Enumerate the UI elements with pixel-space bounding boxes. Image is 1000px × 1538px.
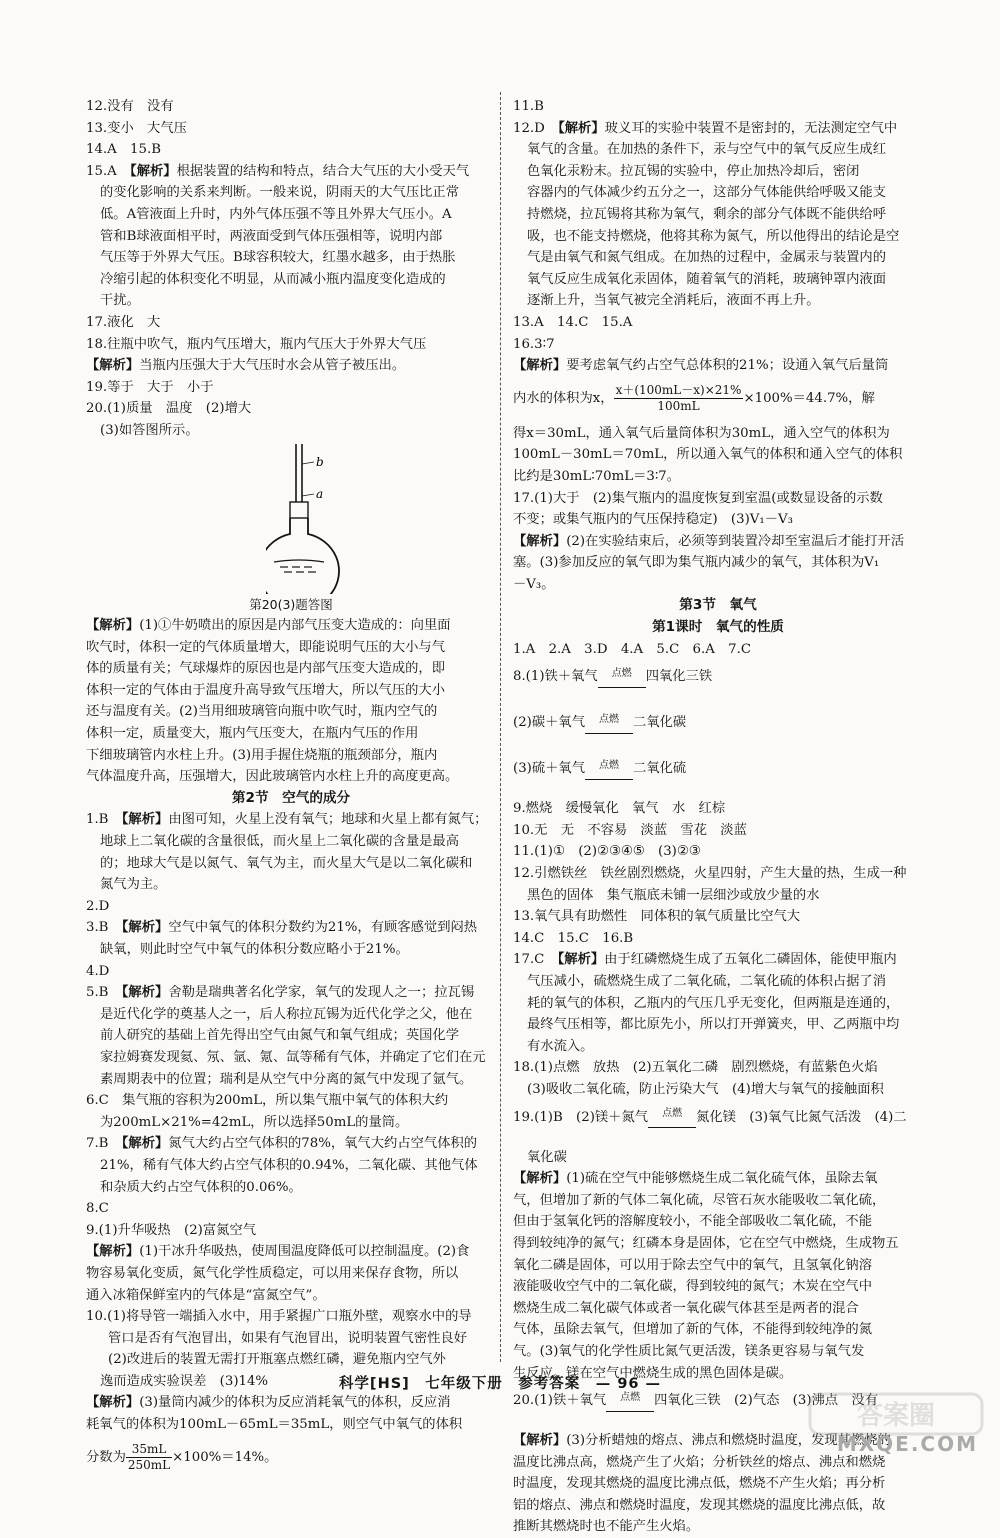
answer-line: 8.C [86, 1201, 109, 1217]
answer-line: 不变；或集气瓶内的气压保持稳定) (3)V₁－V₃ [513, 512, 793, 528]
analysis-line: 得到较纯净的氮气；红磷本身是固体，它在空气中燃烧，生成物五 [513, 1235, 899, 1251]
analysis-tag: 【解析】 [86, 1395, 140, 1411]
answer-line: 9.(1)升华吸热 (2)富氮空气 [86, 1222, 257, 1238]
flask-diagram [266, 444, 356, 594]
analysis-line: 有水流入。 [527, 1038, 594, 1054]
column-divider [500, 92, 501, 1362]
analysis-line: 下细玻璃管内水柱上升。(3)用手握住烧瓶的瓶颈部分，瓶内 [86, 747, 438, 763]
answer-line: 管口是否有气泡冒出，如果有气泡冒出，说明装置气密性良好 [108, 1330, 468, 1346]
answer-line: 15.A 【解析】根据装置的结构和特点，结合大气压的大小受天气 [86, 163, 470, 179]
answer-line: 16.3∶7 [513, 336, 555, 352]
answer-line: 氧化碳 [527, 1149, 567, 1165]
analysis-line: 物容易氧化变质，氮气化学性质稳定，可以用来保存食物，所以 [86, 1265, 459, 1281]
analysis-line: 体的质量有关；气球爆炸的原因也是内部气压变大造成的，即 [86, 661, 446, 677]
reaction-line: 8.(1)铁＋氧气 点燃 四氧化三铁 [513, 660, 923, 706]
analysis-line: 【解析】(3)量筒内减少的体积为反应消耗氧气的体积，反应消 [86, 1395, 451, 1411]
answer-line: 2.D [86, 898, 110, 914]
analysis-line: 但由于氢氧化钙的溶解度较小，不能全部吸收二氧化硫，不能 [513, 1214, 873, 1230]
reaction-arrow: 点燃 [585, 724, 633, 734]
analysis-line: 气体温度升高，压强增大，因此玻璃管内水柱上升的高度更高。 [86, 769, 459, 785]
analysis-line: 和杂质大约占空气体积的0.06%。 [100, 1179, 302, 1195]
answer-line: 3.B 【解析】空气中氧气的体积分数约为21%，有顾客感觉到闷热 [86, 920, 478, 936]
answer-line: 20.(1)质量 温度 (2)增大 [86, 401, 252, 417]
analysis-line: 素周期表中的位置；瑞利是从空气中分离的氮气中发现了氩气。 [100, 1071, 473, 1087]
answer-line: 11.B [513, 99, 544, 114]
left-column [86, 96, 496, 1482]
analysis-line: 【解析】(2)在实验结束后，必须等到装置冷却至室温后才能打开活 [513, 533, 905, 549]
analysis-line: 燃烧生成二氧化碳气体或者一氧化碳气体甚至是两者的混合 [513, 1300, 859, 1316]
analysis-line: 生反应。镁在空气中燃烧生成的黑色固体是碳。 [513, 1365, 793, 1381]
answer-line: 13.变小 大气压 [86, 120, 187, 136]
analysis-line: 氧气的含量。在加热的条件下，汞与空气中的氧气反应生成红 [527, 142, 887, 158]
analysis-line: 冷缩引起的体积变化不明显，从而减小瓶内温度变化造成的 [100, 271, 446, 287]
analysis-line: 体积一定的气体由于温度升高导致气压增大，所以气压的大小 [86, 682, 446, 698]
analysis-line: 【解析】当瓶内压强大于大气压时水会从管子被压出。 [86, 358, 406, 374]
answer-line: 13.A 14.C 15.A [513, 314, 633, 330]
answer-line: 10.(1)将导管一端插入水中，用手紧握广口瓶外壁，观察水中的导 [86, 1309, 472, 1325]
analysis-line: 最终气压相等，都比原先小，所以打开弹簧夹，甲、乙两瓶中均 [527, 1017, 900, 1033]
analysis-line: 体积一定，质量变大，瓶内气压变大，在瓶内气压的作用 [86, 726, 419, 742]
label-b: b [316, 454, 324, 469]
formula-line: 分数为 $\frac{35mL}{250mL}$ ×100%＝14%。 [86, 1441, 278, 1472]
lesson-title: 第1课时 氧气的性质 [652, 619, 784, 636]
answer-line: 17.C 【解析】由于红磷燃烧生成了五氧化二磷固体，能使甲瓶内 [513, 952, 897, 968]
analysis-line: 塞。(3)参加反应的氧气即为集气瓶内减少的氧气，其体积为V₁ [513, 555, 880, 571]
answer-line: 18.往瓶中吹气，瓶内气压增大，瓶内气压大于外界大气压 [86, 336, 427, 352]
analysis-line: 铝的熔点、沸点和燃烧时温度，发现其燃烧的温度比沸点低，故 [513, 1497, 886, 1513]
analysis-line: 气体，虽除去氧气，但增加了新的气体，不能得到较纯净的氮 [513, 1322, 873, 1338]
answer-line: 14.A 15.B [86, 142, 161, 158]
analysis-tag: 【解析】 [121, 985, 169, 1001]
analysis-tag: 【解析】 [121, 920, 169, 936]
answer-line: 12.没有 没有 [86, 99, 174, 114]
analysis-line: 是近代化学的奠基人之一，后人称拉瓦锡为近代化学之父，他在 [100, 1006, 473, 1022]
analysis-line: 【解析】要考虑氧气约占空气总体积的21%；设通入氧气后量筒 [513, 358, 889, 374]
reaction-arrow: 点燃 [598, 678, 646, 688]
analysis-tag: 【解析】 [121, 1136, 169, 1152]
answer-line: 5.B 【解析】舍勒是瑞典著名化学家，氧气的发现人之一；拉瓦锡 [86, 985, 475, 1001]
reaction-line: 20.(1)铁＋氧气 点燃 四氧化三铁 (2)气态 (3)沸点 没有 [513, 1384, 923, 1430]
answer-line: 逸而造成实验误差 (3)14% [100, 1373, 269, 1389]
analysis-line: 100mL－30mL＝70mL，所以通入氧气的体积和通入空气的体积 [513, 447, 903, 463]
analysis-line: 吸，也不能支持燃烧，他将其称为氮气，所以他得出的结论是空 [527, 228, 900, 244]
answer-line: 13.氧气具有助燃性 同体积的氧气质量比空气大 [513, 909, 801, 925]
analysis-line: －V₃。 [513, 576, 555, 592]
analysis-line: 氧气反应生成氧化汞固体，随着氧气的消耗，玻璃钟罩内液面 [527, 271, 887, 287]
analysis-line: 地球上二氧化碳的含量很低，而火星上二氧化碳的含量是最高 [100, 834, 460, 850]
reaction-arrow: 点燃 [648, 1118, 696, 1128]
analysis-line: 耗的氧气的体积，乙瓶内的气压几乎无变化，但两瓶是连通的， [527, 995, 900, 1011]
page-footer: 科学[HS] 七年级下册 参考答案 — 96 — [338, 1376, 662, 1392]
analysis-tag: 【解析】 [558, 120, 605, 136]
analysis-line: 氮气为主。 [100, 877, 167, 893]
analysis-line: 色氧化汞粉末。拉瓦锡的实验中，停止加热冷却后，密闭 [527, 163, 860, 179]
analysis-tag: 【解析】 [121, 812, 169, 828]
analysis-line: 吹气时，体积一定的气体质量增大，即能说明气压的大小与气 [86, 639, 446, 655]
reaction-line: (2)碳＋氧气 点燃 二氧化碳 [513, 706, 923, 752]
analysis-tag: 【解析】 [86, 618, 140, 634]
analysis-tag: 【解析】 [86, 358, 140, 374]
reaction-arrow: 点燃 [585, 770, 633, 780]
answer-line: 1.B 【解析】由图可知，火星上没有氧气；地球和火星上都有氮气； [86, 812, 488, 828]
analysis-line: 缺氧，则此时空气中氧气的体积分数应略小于21%。 [100, 942, 409, 957]
analysis-line: 气。(3)氧气的化学性质比氮气更活泼，镁条更容易与氧气发 [513, 1343, 865, 1359]
answer-line: 14.C 15.C 16.B [513, 930, 634, 946]
watermark-logo-text: 答案圈 [856, 1401, 936, 1431]
analysis-line: 时温度，发现其燃烧的温度比沸点低，燃烧不产生火焰；再分析 [513, 1476, 886, 1492]
answer-line: (3)吸收二氧化硫，防止污染大气 (4)增大与氧气的接触面积 [527, 1081, 884, 1097]
analysis-line: 低。A管液面上升时，内外气体压强不等且外界大气压小。A [100, 206, 452, 222]
answer-line: 1.A 2.A 3.D 4.A 5.C 6.A 7.C [513, 641, 752, 657]
analysis-tag: 【解析】 [513, 1171, 567, 1187]
answer-line: 18.(1)点燃 放热 (2)五氧化二磷 剧烈燃烧，有蓝紫色火焰 [513, 1060, 878, 1076]
analysis-tag: 【解析】 [513, 1433, 567, 1449]
analysis-line: 【解析】(3)分析蜡烛的熔点、沸点和燃烧时温度，发现其燃烧的 [513, 1433, 891, 1449]
analysis-line: 的；地球大气是以氮气、氧气为主，而火星大气是以二氧化碳和 [100, 855, 473, 871]
analysis-line: 家拉姆赛发现氦、氖、氩、氪、氙等稀有气体，并确定了它们在元 [100, 1049, 486, 1065]
analysis-line: 氧化二磷是固体，可以用于除去空气中的氧气，且氢氧化钠溶 [513, 1257, 873, 1273]
right-column [513, 96, 923, 1538]
answer-line: 7.B 【解析】氮气大约占空气体积的78%，氧气大约占空气体积的 [86, 1136, 478, 1152]
figure-caption: 第20(3)题答图 [249, 596, 333, 612]
analysis-tag: 【解析】 [86, 1244, 140, 1260]
analysis-line: 【解析】(1)干冰升华吸热，使周围温度降低可以控制温度。(2)食 [86, 1244, 470, 1260]
section-title: 第3节 氧气 [679, 597, 757, 614]
analysis-line: 前人研究的基础上首先得出空气由氮气和氧气组成；英国化学 [100, 1028, 460, 1044]
analysis-line: 气是由氧气和氮气组成。在加热的过程中，金属汞与装置内的 [527, 250, 887, 266]
analysis-line: 干扰。 [100, 293, 140, 309]
analysis-line: 通入冰箱保鲜室内的气体是“富氮空气”。 [86, 1287, 326, 1303]
analysis-line: 比约是30mL∶70mL＝3∶7。 [513, 468, 681, 484]
analysis-line: 21%，稀有气体大约占空气体积的0.94%，二氧化碳、其他气体 [100, 1157, 478, 1173]
analysis-line: 推断其燃烧时也不能产生火焰。 [513, 1519, 700, 1535]
analysis-tag: 【解析】 [513, 533, 567, 549]
analysis-line: 液能吸收空气中的二氧化碳，得到较纯的氮气；木炭在空气中 [513, 1279, 873, 1295]
analysis-line: 气压减小，硫燃烧生成了二氧化硫，二氧化硫的体积占据了消 [527, 974, 887, 989]
analysis-tag: 【解析】 [557, 952, 605, 968]
analysis-line: 容器内的气体减少约五分之一，这部分气体能供给呼吸又能支 [527, 185, 887, 201]
analysis-line: 【解析】(1)硫在空气中能够燃烧生成二氧化硫气体，虽除去氧 [513, 1171, 878, 1187]
analysis-line: 气，但增加了新的气体二氧化硫，尽管石灰水能吸收二氧化硫， [513, 1192, 886, 1208]
analysis-tag: 【解析】 [130, 163, 177, 179]
answer-line: (2)改进后的装置无需打开瓶塞点燃红磷，避免瓶内空气外 [108, 1352, 446, 1368]
section-title: 第2节 空气的成分 [231, 789, 351, 806]
analysis-line: 耗氧气的体积为100mL－65mL＝35mL，则空气中氧气的体积 [86, 1417, 463, 1433]
answer-line: 19.等于 大于 小于 [86, 379, 214, 395]
fraction: $\frac{x+(100mL-x)\times 21\%}{100mL}$ [615, 382, 742, 413]
answer-line: 黑色的固体 集气瓶底未铺一层细沙或放少量的水 [527, 887, 820, 903]
reaction-line: (3)硫＋氧气 点燃 二氧化硫 [513, 752, 923, 798]
answer-line: 12.D 【解析】玻义耳的实验中装置不是密封的，无法测定空气中 [513, 120, 898, 136]
fraction: $\frac{35mL}{250mL}$ [127, 1441, 171, 1472]
analysis-line: 管和B球液面相平时，两液面受到气体压强相等，说明内部 [100, 228, 443, 244]
answer-line: 11.(1)① (2)②③④⑤ (3)②③ [513, 844, 701, 860]
analysis-line: 的变化影响的关系来判断。一般来说，阴雨天的大气压比正常 [100, 185, 460, 201]
answer-line: 9.燃烧 缓慢氧化 氧气 水 红棕 [513, 801, 726, 817]
formula-line: 内水的体积为x， $\frac{x+(100mL-x)\times 21\%}{100mL}$ ×100%＝44.7%，解 [513, 382, 875, 413]
analysis-line: 气压等于外界大气压。B球容积较大，红墨水越多，由于热胀 [100, 250, 456, 266]
analysis-line: 持燃烧，拉瓦锡将其称为氧气，剩余的部分气体既不能供给呼 [527, 206, 887, 222]
analysis-line: 还与温度有关。(2)当用细玻璃管向瓶中吹气时，瓶内空气的 [86, 704, 438, 720]
answer-line: 4.D [86, 963, 110, 979]
label-a: a [316, 486, 324, 501]
answer-line: 6.C 集气瓶的容积为200mL，所以集气瓶中氧气的体积大约 [86, 1093, 449, 1109]
answer-line: (3)如答图所示。 [100, 422, 199, 438]
reaction-line: 19.(1)B (2)镁＋氮气 点燃 氮化镁 (3)氧气比氮气活泼 (4)二 [513, 1101, 923, 1147]
answer-line: 10.无 无 不容易 淡蓝 雪花 淡蓝 [513, 822, 747, 838]
watermark-url: MXQE.COM [836, 1432, 978, 1456]
answer-line: 12.引燃铁丝 铁丝剧烈燃烧，火星四射，产生大量的热，生成一种 [513, 866, 907, 882]
analysis-line: 【解析】(1)①牛奶喷出的原因是内部气压变大造成的：向里面 [86, 618, 451, 634]
analysis-line: 温度比沸点高，燃烧产生了火焰；分析铁丝的熔点、沸点和燃烧 [513, 1454, 886, 1470]
analysis-line: 逐渐上升，当氧气被完全消耗后，液面不再上升。 [527, 293, 820, 309]
answer-line: 17.(1)大于 (2)集气瓶内的温度恢复到室温(或数显设备的示数 [513, 490, 883, 506]
answer-line: 17.液化 大 [86, 314, 161, 330]
analysis-line: 为200mL×21%=42mL，所以选择50mL的量筒。 [100, 1114, 409, 1130]
reaction-arrow: 点燃 [606, 1402, 654, 1412]
analysis-tag: 【解析】 [513, 358, 567, 374]
analysis-line: 得x＝30mL，通入氧气后量筒体积为30mL，通入空气的体积为 [513, 425, 890, 441]
flask-figure [86, 444, 496, 594]
